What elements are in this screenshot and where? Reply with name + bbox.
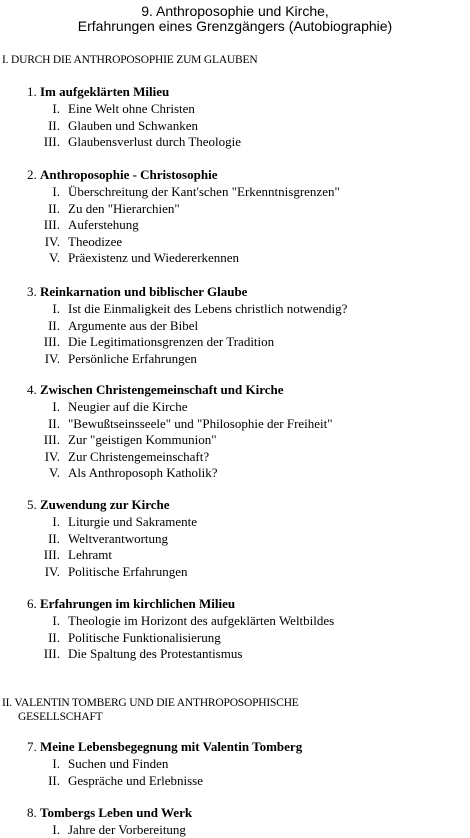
section-title: Die Legitimationsgrenzen der Tradition [68,334,275,349]
section-title: Glauben und Schwanken [68,117,198,133]
section-title: Zur Christengemeinschaft? [68,448,210,464]
chapter-number: 2. [27,167,40,182]
chapter-number: 1. [27,84,40,99]
section-title: Die Spaltung des Protestantismus [68,646,243,661]
section-numeral: I. [52,184,60,199]
section-numeral: II. [48,772,60,788]
section-numeral: III. [43,334,60,349]
chapter-heading-2 [27,167,217,182]
chapter-heading-1 [27,84,169,99]
section-title: Glaubensverlust durch Theologie [68,134,242,149]
section-numeral: V. [49,465,60,480]
chapter-number: 3. [27,284,40,299]
part-heading-1: I. DURCH DIE ANTHROPOSOPHIE ZUM GLAUBEN [2,54,258,66]
section-title: Als Anthroposoph Katholik? [68,465,218,480]
section-title: Lehramt [68,547,113,562]
chapter-title: Meine Lebensbegegnung mit Valentin Tomberg [40,739,303,754]
chapter-heading-8 [27,805,192,820]
section-title: Politische Erfahrungen [68,563,188,579]
section-numeral: I. [52,613,60,628]
section-title: Persönliche Erfahrungen [68,350,197,366]
section-title: Zu den "Hierarchien" [68,200,180,216]
chapter-title: Zuwendung zur Kirche [40,497,170,512]
section-title: Theodizee [68,233,123,249]
section-title: Ist die Einmaligkeit des Lebens christlich notwendig? [68,301,348,316]
section-numeral: IV. [44,233,60,249]
section-numeral: II. [48,200,60,216]
section-title: Suchen und Finden [68,756,169,771]
title-line-2: Erfahrungen eines Grenzgängers (Autobiographie) [77,18,393,34]
chapter-title: Im aufgeklärten Milieu [40,84,170,99]
part-heading-2-continued: GESELLSCHAFT [18,711,103,723]
section-numeral: I. [52,399,60,414]
section-title: Liturgie und Sakramente [68,514,198,529]
chapter-number: 8. [27,805,40,820]
section-title: Politische Funktionalisierung [68,629,221,645]
section-numeral: III. [43,217,60,232]
section-title: Neugier auf die Kirche [68,399,188,414]
section-numeral: I. [52,514,60,529]
section-numeral: II. [48,415,60,431]
section-title: Weltverantwortung [68,530,169,546]
chapter-heading-4 [27,382,284,397]
section-numeral: I. [52,101,60,116]
section-numeral: II. [48,317,60,333]
part-heading-2: II. VALENTIN TOMBERG UND DIE ANTHROPOSOPHISCHE [2,697,299,709]
section-title: "Bewußtseinsseele" und "Philosophie der Freiheit" [68,415,333,431]
section-numeral: V. [49,250,60,265]
section-title: Zur "geistigen Kommunion" [68,432,217,447]
chapter-title: Reinkarnation und biblischer Glaube [40,284,248,299]
chapter-title: Tombergs Leben und Werk [40,805,193,820]
section-title: Gespräche und Erlebnisse [68,772,204,788]
section-numeral: III. [43,547,60,562]
title-line-1: 9. Anthroposophie und Kirche, [141,3,329,19]
section-numeral: IV. [44,448,60,464]
section-numeral: IV. [44,350,60,366]
chapter-title: Anthroposophie - Christosophie [40,167,218,182]
section-numeral: IV. [44,563,60,579]
chapter-number: 6. [27,596,40,611]
chapter-heading-3 [27,284,247,299]
section-numeral: III. [43,432,60,447]
section-title: Theologie im Horizont des aufgeklärten Weltbildes [68,613,335,628]
section-numeral: I. [52,822,60,837]
section-title: Jahre der Vorbereitung [68,822,186,837]
section-title: Präexistenz und Wiedererkennen [68,250,240,265]
section-title: Eine Welt ohne Christen [68,101,195,116]
chapter-heading-6 [27,596,235,611]
chapter-number: 4. [27,382,40,397]
section-numeral: II. [48,117,60,133]
chapter-number: 5. [27,497,40,512]
chapter-title: Erfahrungen im kirchlichen Milieu [40,596,236,611]
chapter-number: 7. [27,739,40,754]
chapter-heading-5 [27,497,170,512]
chapter-heading-7 [27,739,302,754]
section-title: Auferstehung [68,217,139,232]
section-numeral: III. [43,134,60,149]
section-numeral: I. [52,756,60,771]
chapter-title: Zwischen Christengemeinschaft und Kirche [40,382,284,397]
section-numeral: II. [48,629,60,645]
section-numeral: II. [48,530,60,546]
section-numeral: I. [52,301,60,316]
section-title: Überschreitung der Kant'schen "Erkenntnisgrenzen" [68,184,340,199]
section-numeral: III. [43,646,60,661]
section-title: Argumente aus der Bibel [68,317,199,333]
